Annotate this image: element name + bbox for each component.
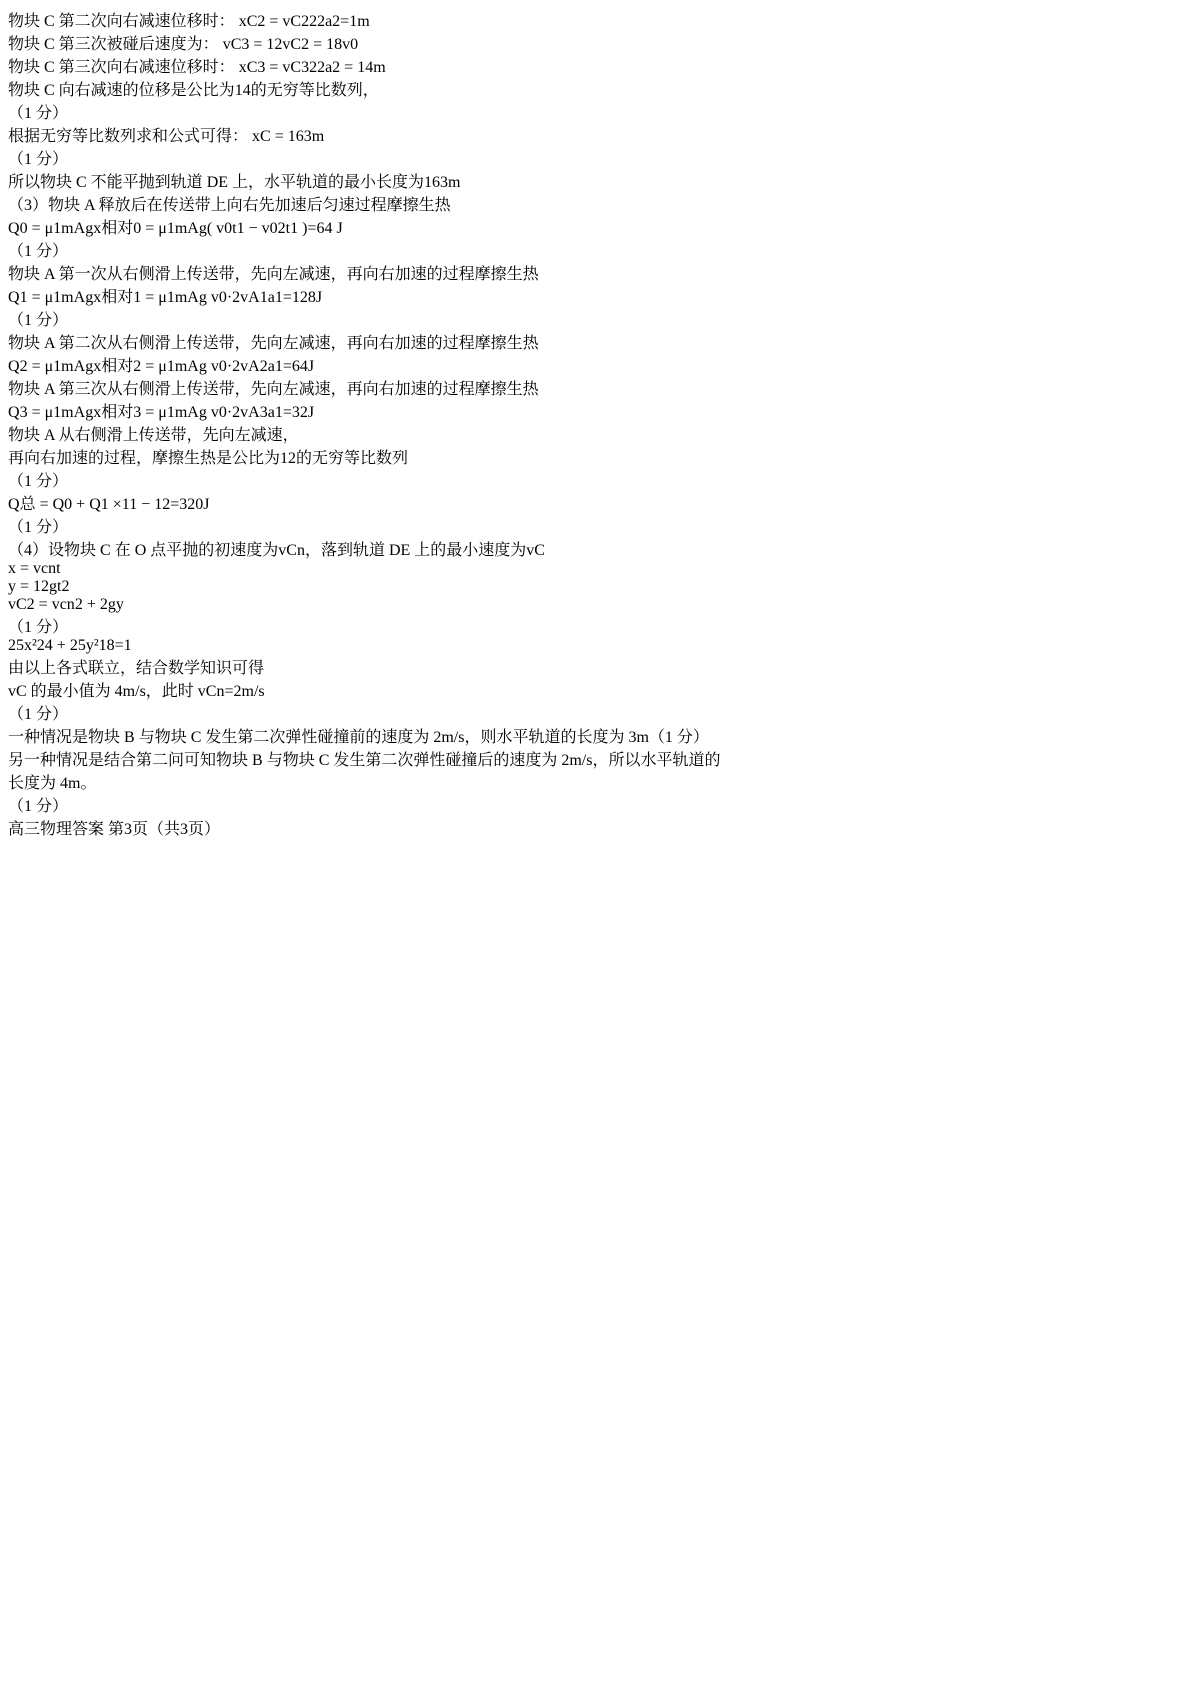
x-equation: x = vcnt — [8, 560, 61, 577]
c2-label: 物块 C 第二次向右减速位移时： — [8, 13, 235, 30]
geometric-series-line: 物块 C 向右减速的位移是公比为14的无穷等比数列， — [8, 82, 379, 99]
score-mark: （1 分） — [8, 519, 69, 536]
c3v-label: 物块 C 第三次被碰后速度为： — [8, 36, 219, 53]
vc-equation: vC2 = vcn2 + 2gy — [8, 596, 124, 613]
q0-equation: Q0 = μ1mAgx相对0 = μ1mAg( v0t1 − v02t1 )=64 J — [8, 220, 343, 237]
case1-line: 一种情况是物块 B 与物块 C 发生第二次弹性碰撞前的速度为 2m/s，则水平轨道的长度为 3m（1 分） — [8, 729, 709, 746]
score-mark: （1 分） — [8, 473, 69, 490]
c3-velocity-line: 物块 C 第三次被碰后速度为： vC3 = 12vC2 = 18v0 — [8, 36, 359, 53]
a-series-line2: 再向右加速的过程，摩擦生热是公比为12的无穷等比数列 — [8, 450, 409, 467]
a2-text: 物块 A 第二次从右侧滑上传送带，先向左减速，再向右加速的过程摩擦生热 — [8, 335, 539, 352]
conclusion-line: 所以物块 C 不能平抛到轨道 DE 上，水平轨道的最小长度为163m — [8, 174, 461, 191]
ellipse-equation: 25x²24 + 25y²18=1 — [8, 637, 132, 654]
q2-equation: Q2 = μ1mAgx相对2 = μ1mAg v0·2vA2a1=64J — [8, 358, 315, 375]
score-mark: （1 分） — [8, 706, 69, 723]
case2-continuation: 长度为 4m。 — [8, 775, 97, 792]
min-value-line: vC 的最小值为 4m/s，此时 vCn=2m/s — [8, 683, 265, 700]
answer-page — [8, 8, 1192, 839]
xc2-result: =1m — [340, 13, 370, 30]
y-equation: y = 12gt2 — [8, 578, 70, 595]
sum-formula-line: 根据无穷等比数列求和公式可得： xC = 163m — [8, 128, 325, 145]
q1-equation: Q1 = μ1mAgx相对1 = μ1mAg v0·2vA1a1=128J — [8, 289, 323, 306]
score-mark: （1 分） — [8, 798, 69, 815]
combine-line: 由以上各式联立，结合数学知识可得 — [8, 660, 265, 677]
part4-title: （4）设物块 C 在 O 点平抛的初速度为vCn，落到轨道 DE 上的最小速度为vC — [8, 542, 545, 559]
case2-line: 另一种情况是结合第二问可知物块 B 与物块 C 发生第二次弹性碰撞后的速度为 2m/s，所以水平轨道的 — [8, 752, 721, 769]
a1-text: 物块 A 第一次从右侧滑上传送带，先向左减速，再向右加速的过程摩擦生热 — [8, 266, 539, 283]
score-mark: （1 分） — [8, 151, 69, 168]
part3-title: （3）物块 A 释放后在传送带上向右先加速后匀速过程摩擦生热 — [8, 197, 451, 214]
c3-displacement-line: 物块 C 第三次向右减速位移时： xC3 = vC322a2 = 14m — [8, 59, 386, 76]
vc2-fraction: vC222a2 — [282, 13, 341, 30]
page-footer: 高三物理答案 第3页（共3页） — [8, 821, 221, 838]
q3-equation: Q3 = μ1mAgx相对3 = μ1mAg v0·2vA3a1=32J — [8, 404, 315, 421]
a-series-line1: 物块 A 从右侧滑上传送带，先向左减速， — [8, 427, 299, 444]
a3-text: 物块 A 第三次从右侧滑上传送带，先向左减速，再向右加速的过程摩擦生热 — [8, 381, 539, 398]
score-mark: （1 分） — [8, 619, 69, 636]
c2-displacement-line: 物块 C 第二次向右减速位移时： xC2 = vC222a2=1m — [8, 13, 370, 30]
score-mark: （1 分） — [8, 105, 69, 122]
score-mark: （1 分） — [8, 312, 69, 329]
q-total-equation: Q总 = Q0 + Q1 ×11 − 12=320J — [8, 496, 210, 513]
score-mark: （1 分） — [8, 243, 69, 260]
